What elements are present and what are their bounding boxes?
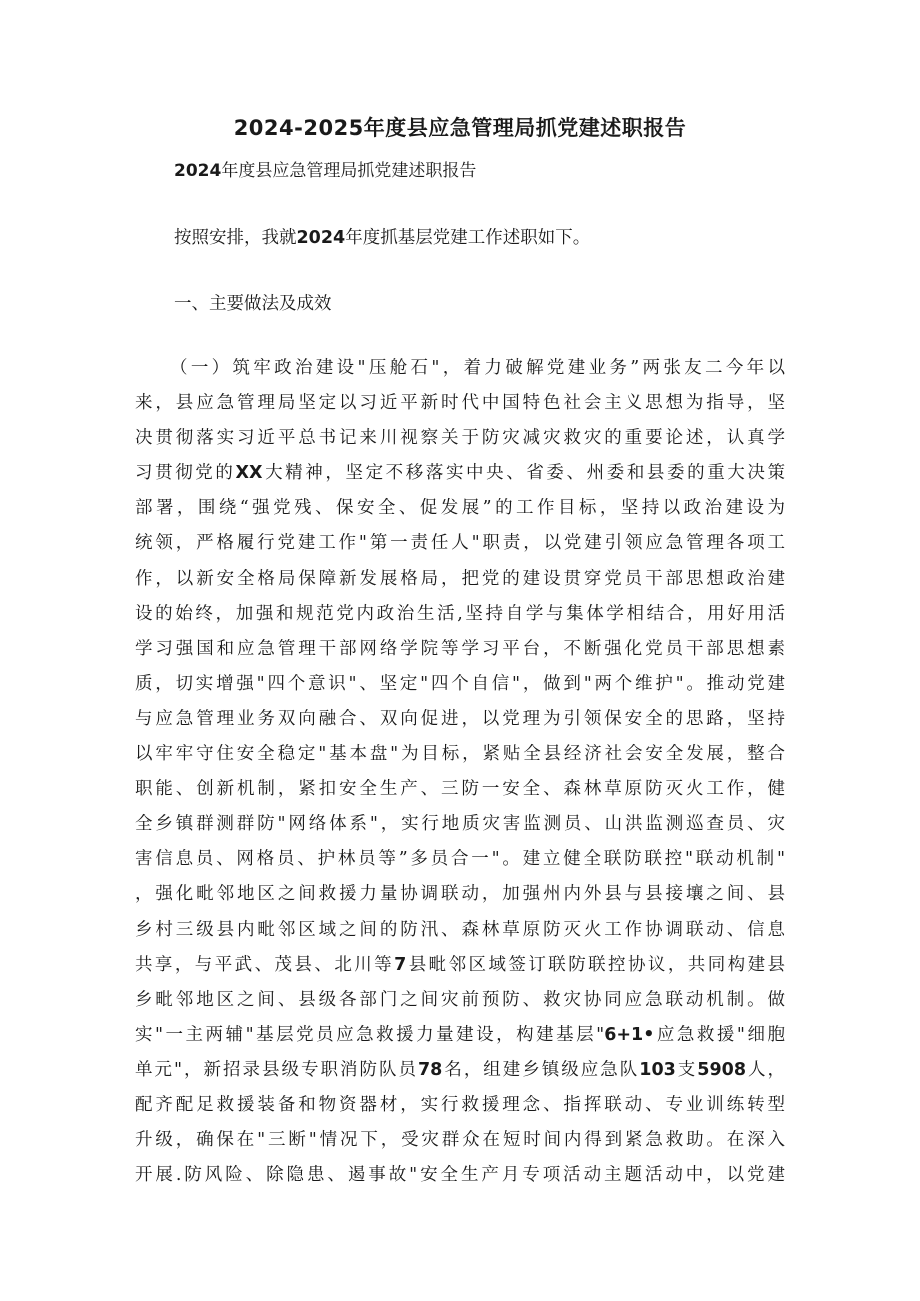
document-subtitle: 2024年度县应急管理局抓党建述职报告 xyxy=(174,161,477,181)
paragraph-line: 升级，确保在"三断"情况下，受灾群众在短时间内得到紧急救助。在深入 xyxy=(135,1130,785,1151)
paragraph-line: ，强化毗邻地区之间救援力量协调联动，加强州内外县与县接壤之间、县 xyxy=(135,884,785,905)
paragraph-line: 习贯彻党的XX大精神，坚定不移落实中央、省委、州委和县委的重大决策 xyxy=(135,463,785,484)
paragraph-line: 职能、创新机制，紧扣安全生产、三防一安全、森林草原防灭火工作，健 xyxy=(135,779,785,800)
paragraph-line: 设的始终，加强和规范党内政治生活,坚持自学与集体学相结合，用好用活 xyxy=(135,603,785,624)
paragraph-line: 实"一主两辅"基层党员应急救援力量建设，构建基层"6+1•应急救援"细胞 xyxy=(135,1024,785,1045)
paragraph-line: 部署，围绕“强党残、保安全、促发展”的工作目标，坚持以政治建设为 xyxy=(135,498,785,519)
paragraph-line: 配齐配足救援装备和物资器材，实行救援理念、指挥联动、专业训练转型 xyxy=(135,1094,785,1115)
body-paragraph xyxy=(135,351,785,1193)
paragraph-line: 害信息员、网格员、护林员等”多员合一"。建立健全联防联控"联动机制" xyxy=(135,849,785,870)
paragraph-line: 开展.防风险、除隐患、遏事故"安全生产月专项活动主题活动中，以党建 xyxy=(135,1165,785,1186)
paragraph-line: 以牢牢守住安全稳定"基本盘"为目标，紧贴全县经济社会安全发展，整合 xyxy=(135,744,785,765)
paragraph-line: 单元"，新招录县级专职消防队员78名，组建乡镇级应急队103支5908人， xyxy=(135,1059,785,1080)
document-title: 2024-2025年度县应急管理局抓党建述职报告 xyxy=(233,116,687,140)
paragraph-line: 乡毗邻地区之间、县级各部门之间灾前预防、救灾协同应急联动机制。做 xyxy=(135,989,785,1010)
paragraph-line: 作，以新安全格局保障新发展格局，把党的建设贯穿党员干部思想政治建 xyxy=(135,568,785,589)
paragraph-line: 质，切实增强"四个意识"、坚定"四个自信"，做到"两个维护"。推动党建 xyxy=(135,673,785,694)
paragraph-line: 学习强国和应急管理干部网络学院等学习平台，不断强化党员干部思想素 xyxy=(135,638,785,659)
paragraph-line: 乡村三级县内毗邻区域之间的防汛、森林草原防灭火工作协调联动、信息 xyxy=(135,919,785,940)
paragraph-line: 统领，严格履行党建工作"第一责任人"职责，以党建引领应急管理各项工 xyxy=(135,533,785,554)
paragraph-line: 决贯彻落实习近平总书记来川视察关于防灾减灾救灾的重要论述，认真学 xyxy=(135,428,785,449)
paragraph-line: 全乡镇群测群防"网络体系"，实行地质灾害监测员、山洪监测巡查员、灾 xyxy=(135,814,785,835)
paragraph-line: （一）筑牢政治建设"压舱石"，着力破解党建业务”两张友二今年以 xyxy=(170,358,785,378)
intro-paragraph: 按照安排，我就2024年度抓基层党建工作述职如下。 xyxy=(174,228,591,248)
paragraph-line: 来，县应急管理局坚定以习近平新时代中国特色社会主义思想为指导，坚 xyxy=(135,393,785,414)
paragraph-line: 与应急管理业务双向融合、双向促进，以党理为引领保安全的思路，坚持 xyxy=(135,708,785,729)
paragraph-line: 共享，与平武、茂县、北川等7县毗邻区域签订联防联控协议，共同构建县 xyxy=(135,954,785,975)
section-heading: 一、主要做法及成效 xyxy=(174,294,332,314)
